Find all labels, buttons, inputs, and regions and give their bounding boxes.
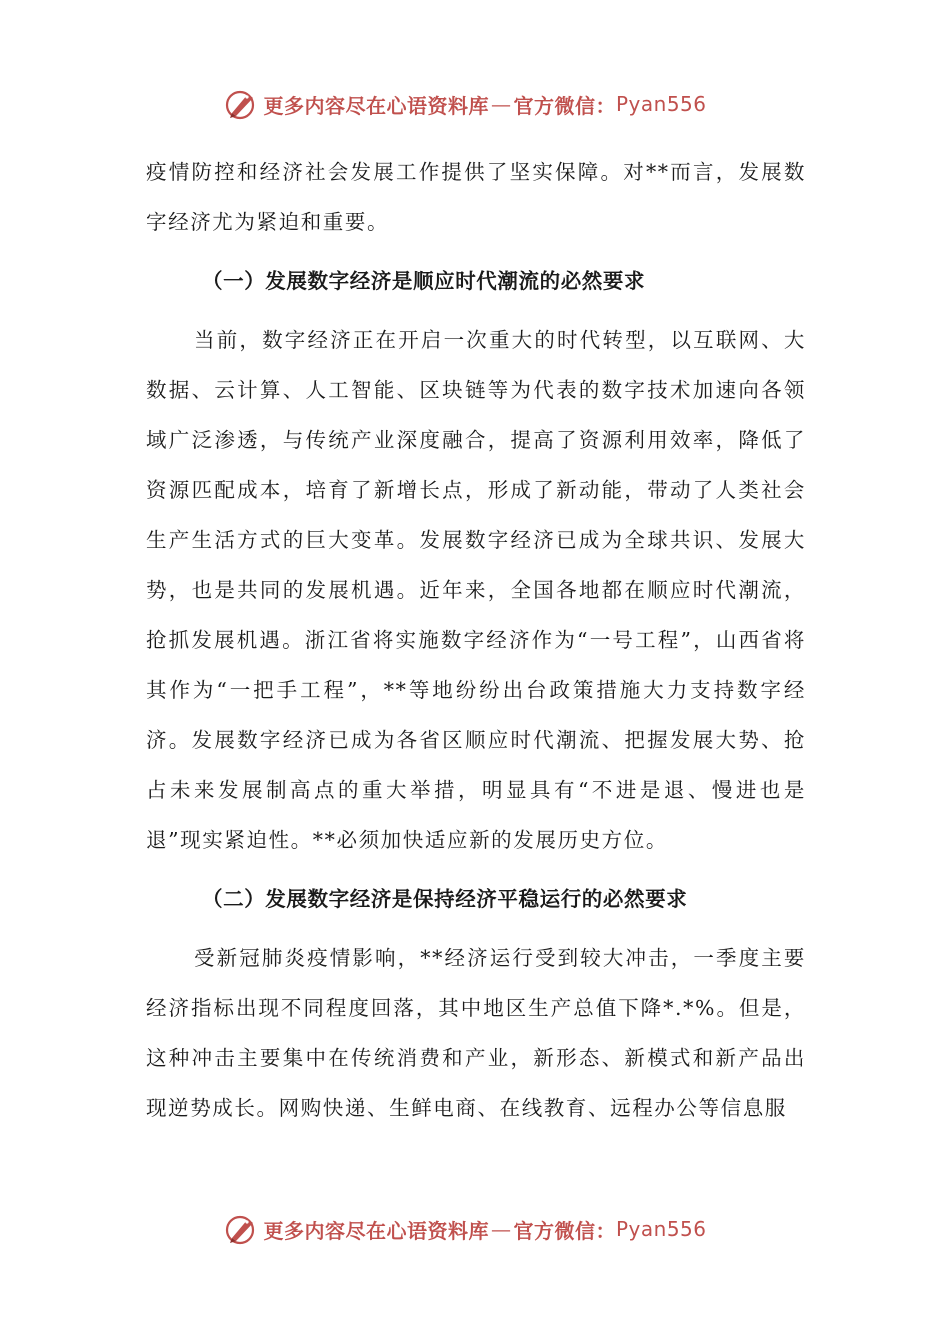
watermark-brand: 更多内容尽在心语资料库 xyxy=(263,93,489,118)
section-body-1: 当前，数字经济正在开启一次重大的时代转型，以互联网、大数据、云计算、人工智能、区块链等为代表的数字技术加速向各领域广泛渗透，与传统产业深度融合，提高了资源利用效率，降低了资源匹配成本，培育了新增长点，形成了新动能，带动了人类社会生产生活方式的巨大变革。发展数字经济已成为全球共识、发展大势，也是共同的发展机遇。近年来，全国各地都在顺应时代潮流，抢抓发展机遇。浙江省将实施数字经济作为“一号工程”，山西省将其作为“一把手工程”，**等地纷纷出台政策措施大力支持数字经济。发展数字经济已成为各省区顺应时代潮流、把握发展大势、抢占未来发展制高点的重大举措，明显具有“不进是退、慢进也是退”现实紧迫性。**必须加快适应新的发展历史方位。 xyxy=(146,328,806,852)
section-body-2: 受新冠肺炎疫情影响，**经济运行受到较大冲击，一季度主要经济指标出现不同程度回落，其中地区生产总值下降*.*%。但是，这种冲击主要集中在传统消费和产业，新形态、新模式和新产品出现逆势成长。网购快递、生鲜电商、在线教育、远程办公等信息服 xyxy=(146,946,806,1120)
pen-nib-circle-icon xyxy=(223,1211,259,1247)
header-watermark xyxy=(0,84,950,124)
opening-paragraph: 疫情防控和经济社会发展工作提供了坚实保障。对**而言，发展数字经济尤为紧迫和重要。 xyxy=(146,160,806,234)
footer-watermark xyxy=(0,1209,950,1249)
watermark-wechat-label: 官方微信： xyxy=(513,93,616,118)
watermark-separator: — xyxy=(490,1217,512,1241)
watermark-separator: — xyxy=(490,92,512,116)
watermark-brand: 更多内容尽在心语资料库 xyxy=(263,1218,489,1243)
watermark-wechat-id: Pyan556 xyxy=(615,1217,707,1241)
document-body xyxy=(146,147,806,1133)
pen-nib-circle-icon xyxy=(223,86,259,122)
watermark-wechat-id: Pyan556 xyxy=(615,92,707,116)
section-heading-1: （一）发展数字经济是顺应时代潮流的必然要求 xyxy=(202,269,646,293)
watermark-wechat-label: 官方微信： xyxy=(513,1218,616,1243)
section-heading-2: （二）发展数字经济是保持经济平稳运行的必然要求 xyxy=(202,887,688,911)
